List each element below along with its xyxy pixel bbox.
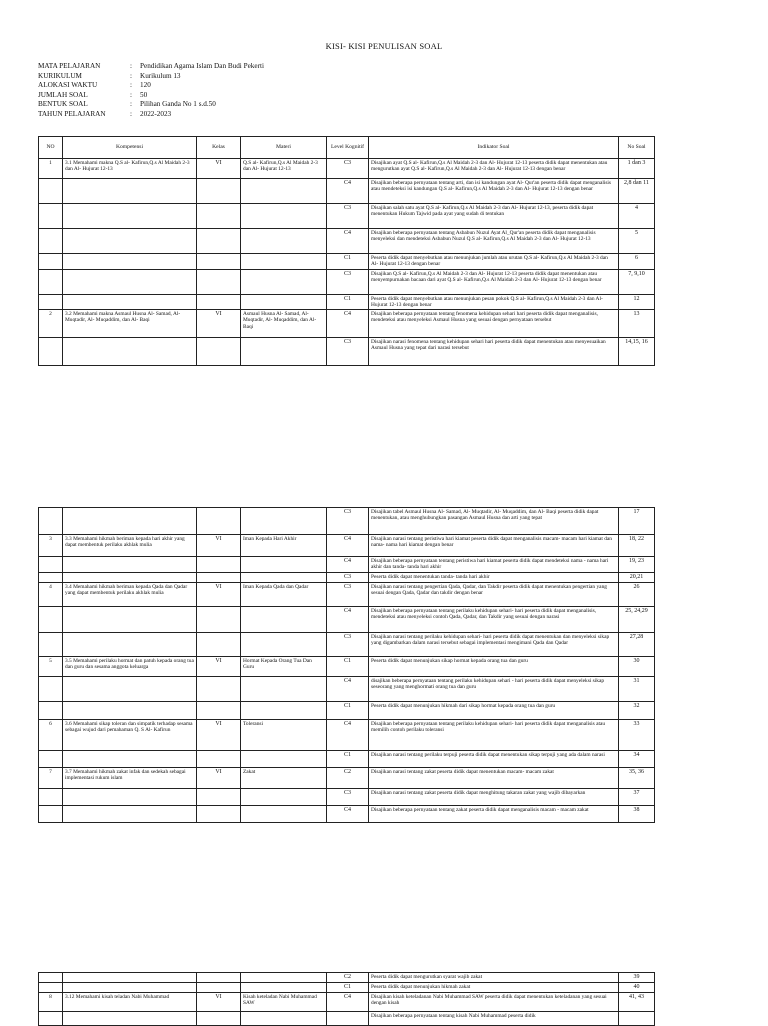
row-materi: Hormat Kepada Orang Tua Dan Guru	[241, 656, 327, 676]
row-indikator: Disajikan narasi tentang zakat peserta didik dapat menghitung takaran zakat yang wajib dibayarkan	[369, 788, 619, 805]
row-kompetensi: 3.7 Memahami hikmah zakat infak dan sedekah sebagai implementasi rukum islam	[63, 767, 197, 788]
row-kompetensi	[63, 294, 197, 310]
row-indikator: Disajikan beberapa pernyataan tentang arti, dan isi kandungan ayat Al- Qur'an peserta didik dapat menganalisis atau mendeteksi isi kandungan Q.S al- Kafirun,Q.s Al Maidah 2-3 dan Al- Hujurat 12-13 dengan benar	[369, 179, 619, 204]
row-materi: Zakat	[241, 767, 327, 788]
table-row	[39, 767, 655, 788]
row-kompetensi	[63, 750, 197, 767]
row-kompetensi: 3.3 Memahami hikmah beriman kepada hari akhir yang dapat membentuk perilaku akhlak mulia	[63, 535, 197, 557]
row-kelas	[197, 179, 241, 204]
row-no-soal: 38	[619, 805, 655, 822]
row-indikator: disajikan beberapa pernyataan tentang perilaku kehidupan sehari - hari peserta didik dapat menyeleksi sikap seseorang yang menghormati orang tua dan guru	[369, 676, 619, 701]
row-kompetensi	[63, 606, 197, 632]
header-no-soal: No Soal	[619, 137, 655, 159]
row-no-soal: 19, 23	[619, 557, 655, 573]
meta-value: 50	[140, 90, 148, 99]
row-no	[39, 606, 63, 632]
row-level: C4	[327, 719, 369, 750]
row-kompetensi	[63, 204, 197, 229]
row-no: 8	[39, 993, 63, 1012]
row-level: C3	[327, 508, 369, 535]
row-kompetensi	[63, 229, 197, 254]
table-row	[39, 750, 655, 767]
row-no	[39, 701, 63, 719]
table-row	[39, 973, 655, 983]
row-level: C4	[327, 179, 369, 204]
row-kelas: VI	[197, 719, 241, 750]
row-indikator: Disajikan narasi tentang peristiwa hari kiamat peserta didik dapat menganalisis macam- macam hari kiamat dan nama- nama hari kiamat dengan benar	[369, 535, 619, 557]
row-materi	[241, 676, 327, 701]
row-no	[39, 338, 63, 366]
kisi-table-1	[38, 136, 655, 366]
row-no: 1	[39, 159, 63, 179]
table-row	[39, 557, 655, 573]
row-no-soal: 35, 36	[619, 767, 655, 788]
header-materi: Materi	[241, 137, 327, 159]
row-indikator: Disajikan narasi tentang perilaku kehidupan sehari- hari peserta didik dapat menentukan dan menyeleksi sikap yang digambarkan dalam narasi tersebut sebagai implementasi mengimani Qada dan Qadar	[369, 632, 619, 656]
row-no	[39, 572, 63, 582]
row-kelas: VI	[197, 310, 241, 338]
row-kelas	[197, 973, 241, 983]
row-materi	[241, 750, 327, 767]
row-no	[39, 788, 63, 805]
row-no-soal: 30	[619, 656, 655, 676]
row-kompetensi: 3.12 Memahami kisah teladan Nabi Muhammad	[63, 993, 197, 1012]
row-kompetensi	[63, 632, 197, 656]
row-indikator: Peserta didik dapat menunjukan sikap hormat kepada orang tua dan guru	[369, 656, 619, 676]
row-indikator: Disajikan beberapa pernyataan tentang zakat peserta didik dapat menganalisis macam - macam zakat	[369, 805, 619, 822]
row-no-soal: 2,8 dan 11	[619, 179, 655, 204]
row-indikator: Disajikan beberapa pernyataan tentang peristiwa hari kiamat peserta didik dapat mendeteksi nama - nama hari akhir dan tanda- tanda hari akhir	[369, 557, 619, 573]
meta-key: TAHUN PELAJARAN	[38, 109, 106, 118]
row-materi	[241, 805, 327, 822]
row-materi	[241, 1012, 327, 1026]
table-row	[39, 254, 655, 270]
row-no-soal: 31	[619, 676, 655, 701]
row-level: C1	[327, 656, 369, 676]
table-row	[39, 983, 655, 993]
row-kelas: VI	[197, 159, 241, 179]
meta-key: BENTUK SOAL	[38, 100, 88, 109]
row-level: C4	[327, 557, 369, 573]
row-indikator: Disajikan ayat Q.S al- Kafirun,Q.s Al Maidah 2-3 dan Al- Hujurat 12-13 peserta didik dapat menentukan atau mengurutkan ayat Q.S al- Kafirun,Q.s Al Maidah 2-3 dan Al- Hujurat 12-13 dengan benar	[369, 159, 619, 179]
meta-key: MATA PELAJARAN	[38, 62, 101, 70]
row-kompetensi	[63, 508, 197, 535]
row-level: C3	[327, 582, 369, 606]
row-kelas	[197, 294, 241, 310]
table-header-row	[39, 137, 655, 159]
row-level: C2	[327, 767, 369, 788]
row-no-soal: 37	[619, 788, 655, 805]
row-level: C2	[327, 973, 369, 983]
table-row	[39, 788, 655, 805]
row-kompetensi	[63, 269, 197, 294]
row-materi	[241, 229, 327, 254]
row-kelas	[197, 229, 241, 254]
meta-row: BENTUK SOAL : Pilihan Ganda No 1 s.d.50	[38, 100, 216, 109]
row-no	[39, 204, 63, 229]
table-row	[39, 204, 655, 229]
row-materi	[241, 557, 327, 573]
row-kelas	[197, 1012, 241, 1026]
row-kelas	[197, 557, 241, 573]
row-indikator: Disajikan kisah keteladanan Nabi Muhammad SAW peserta didik dapat menentukan keteladanan yang sesuai dengan kisah	[369, 993, 619, 1012]
document-title: KISI- KISI PENULISAN SOAL	[325, 41, 443, 51]
row-no-soal: 6	[619, 254, 655, 270]
row-kompetensi: 3.5 Memahami perilaku hormat dan patuh kepada orang tua dan guru dan sesama anggota keluarga	[63, 656, 197, 676]
table-row	[39, 656, 655, 676]
row-indikator: Disajikan narasi fenomena tentang kehidupan sehari hari peserta didik dapat menentukan atau menyesuaikan Asmaul Husna yang tepat dari narasi tersebut	[369, 338, 619, 366]
row-materi	[241, 269, 327, 294]
row-no	[39, 632, 63, 656]
table-row	[39, 701, 655, 719]
row-kelas	[197, 983, 241, 993]
row-no-soal: 7, 9,10	[619, 269, 655, 294]
row-indikator: Disajikan beberapa pernyataan tentang Asbabun Nuzul Ayat Al_Qur'an peserta didik dapat menganalisis menyeleksi dan mendeteksi Asbabun Nuzul Q.S al- Kafirun,Q.s Al Maidah 2-3 dan Al- Hujurat 12-13	[369, 229, 619, 254]
row-kompetensi	[63, 338, 197, 366]
row-kompetensi	[63, 788, 197, 805]
table-row	[39, 993, 655, 1012]
table-row	[39, 1012, 655, 1026]
row-no	[39, 1012, 63, 1026]
row-no: 4	[39, 582, 63, 606]
row-level: C3	[327, 338, 369, 366]
row-no-soal: 34	[619, 750, 655, 767]
row-kompetensi	[63, 1012, 197, 1026]
row-no-soal: 12	[619, 294, 655, 310]
kisi-table-2	[38, 507, 655, 823]
meta-value: 2022-2023	[140, 109, 172, 118]
row-kelas	[197, 254, 241, 270]
row-no	[39, 805, 63, 822]
row-no	[39, 676, 63, 701]
row-no-soal: 13	[619, 310, 655, 338]
row-kelas	[197, 269, 241, 294]
row-kompetensi	[63, 179, 197, 204]
row-level	[327, 1012, 369, 1026]
table-row	[39, 310, 655, 338]
row-no-soal: 41, 43	[619, 993, 655, 1012]
row-no-soal: 27,28	[619, 632, 655, 656]
row-kompetensi	[63, 701, 197, 719]
row-kelas	[197, 701, 241, 719]
table-row	[39, 179, 655, 204]
row-level: C3	[327, 269, 369, 294]
meta-key: ALOKASI WAKTU	[38, 81, 98, 90]
row-level: C4	[327, 805, 369, 822]
row-kelas	[197, 676, 241, 701]
row-no-soal: 18, 22	[619, 535, 655, 557]
row-indikator: Peserta didik dapat menyebutkan atau menunjukan jumlah atau urutan Q.S al- Kafirun,Q.s Al Maidah 2-3 dan Al- Hujurat 12-13 dengan benar	[369, 254, 619, 270]
row-kompetensi	[63, 805, 197, 822]
meta-row: TAHUN PELAJARAN : 2022-2023	[38, 109, 172, 118]
row-indikator: Disajikan tabel Asmaul Husna Al- Samad, Al- Muqtadir, Al- Muqaddim, dan Al- Baqi peserta didik dapat menentukan, atau menghubungkan pasangan Asmaul Husna dan arti yang tepat	[369, 508, 619, 535]
row-no: 6	[39, 719, 63, 750]
row-kelas	[197, 750, 241, 767]
meta-value: Pendidikan Agama Islam Dan Budi Pekerti	[140, 62, 264, 70]
table-row	[39, 535, 655, 557]
row-no-soal: 32	[619, 701, 655, 719]
row-indikator: Disajikan beberapa pernyataan tentang perilaku kehidupan sehari- hari peserta didik dapat menganalisis, mendeteksi atau menyeleksi contoh Qada, Qadar, dan Takdir yang sesuai dengan narasi	[369, 606, 619, 632]
header-indikator: Indikator Soal	[369, 137, 619, 159]
row-indikator: Disajikan Q.S al- Kafirun,Q.s Al Maidah 2-3 dan Al- Hujurat 12-13 peserta didik dapat menentukan atau menyempurnakan bacaan dari ayat Q.S al- Kafirun,Q.s Al Maidah 2-3 dan Al- Hujurat 12-13 dengan benar	[369, 269, 619, 294]
table-row	[39, 719, 655, 750]
header-level: Level Kognitif	[327, 137, 369, 159]
row-materi: Asmaul Husna Al- Samad, Al- Muqtadir, Al- Muqaddim, dan Al- Baqi	[241, 310, 327, 338]
meta-key: JUMLAH SOAL	[38, 90, 88, 99]
row-no: 7	[39, 767, 63, 788]
row-level: C3	[327, 788, 369, 805]
row-level: C3	[327, 204, 369, 229]
row-no: 2	[39, 310, 63, 338]
row-no-soal: 20,21	[619, 572, 655, 582]
table-row	[39, 676, 655, 701]
row-indikator: Disajikan narasi tentang pengertian Qada, Qadar, dan Takdir peserta didik dapat menentukan pengertian yang sesuai dengan Qada, Qadar dan takdir dengan benar	[369, 582, 619, 606]
row-kelas	[197, 606, 241, 632]
row-level: C1	[327, 294, 369, 310]
row-level: C4	[327, 229, 369, 254]
row-materi	[241, 204, 327, 229]
row-no: 5	[39, 656, 63, 676]
row-no-soal: 39	[619, 973, 655, 983]
table-row	[39, 229, 655, 254]
row-no-soal: 1 dan 3	[619, 159, 655, 179]
row-level: C1	[327, 701, 369, 719]
row-kelas: VI	[197, 656, 241, 676]
row-kelas	[197, 204, 241, 229]
row-kompetensi	[63, 676, 197, 701]
meta-value: Pilihan Ganda No 1 s.d.50	[140, 100, 216, 109]
row-materi	[241, 788, 327, 805]
row-kelas	[197, 788, 241, 805]
row-no	[39, 254, 63, 270]
table-row	[39, 269, 655, 294]
row-no	[39, 269, 63, 294]
row-indikator: Peserta didik dapat menunjukan hikmah zakat	[369, 983, 619, 993]
meta-value: Kurikulum 13	[140, 71, 181, 80]
row-no	[39, 983, 63, 993]
row-materi	[241, 632, 327, 656]
row-indikator: Disajikan narasi tentang zakat peserta didik dapat menentukan macam- macam zakat	[369, 767, 619, 788]
row-materi	[241, 973, 327, 983]
row-indikator: Peserta didik dapat mengurutkan syarat wajib zakat	[369, 973, 619, 983]
row-kompetensi: 3.1 Memahami makna Q.S al- Kafirun,Q.s Al Maidah 2-3 dan Al- Hujurat 12-13	[63, 159, 197, 179]
row-no-soal: 5	[619, 229, 655, 254]
meta-key: KURIKULUM	[38, 71, 82, 80]
kisi-table-3	[38, 972, 655, 1026]
row-no-soal: 26	[619, 582, 655, 606]
row-kompetensi: 3.4 Memahami hikmah beriman kepada Qada dan Qadar yang dapat membentuk perilaku akhlak mulia	[63, 582, 197, 606]
row-indikator: Disajikan beberapa pernyataan tentang fenomena kehidupan sehari hari peserta didik dapat menganalisis, mendeteksi atau menyeleksi Asmaul Husna yang sesuai dengan pernyataan tersebut	[369, 310, 619, 338]
meta-value: 120	[140, 81, 151, 90]
row-no	[39, 508, 63, 535]
row-level: C1	[327, 983, 369, 993]
row-indikator: Disajikan beberapa pernyataan tentang perilaku kehidupan sehari- hari peserta didik dapat menganalisis atau memilih contoh perilaku toleransi	[369, 719, 619, 750]
row-materi: Iman Kepada Qada dan Qadar	[241, 582, 327, 606]
meta-row: KURIKULUM : Kurikulum 13	[38, 71, 181, 80]
row-kelas: VI	[197, 582, 241, 606]
table-row	[39, 805, 655, 822]
table-row	[39, 606, 655, 632]
row-level: C1	[327, 750, 369, 767]
table-row	[39, 294, 655, 310]
row-materi: Toleransi	[241, 719, 327, 750]
row-level: C4	[327, 676, 369, 701]
header-kompetensi: Kompetensi	[63, 137, 197, 159]
row-kompetensi	[63, 973, 197, 983]
row-kelas	[197, 508, 241, 535]
row-kompetensi: 3.6 Memahami sikap toleran dan simpatik terhadap sesama sebagai wujud dari pemahaman Q. S Al- Kafirun	[63, 719, 197, 750]
table-row	[39, 572, 655, 582]
row-indikator: Disajikan salah satu ayat Q.S al- Kafirun,Q.s Al Maidah 2-3 dan Al- Hujurat 12-13, peserta didik dapat menentukan Hukum Tajwid pada ayat yang sudah di tentukan	[369, 204, 619, 229]
meta-block	[38, 62, 264, 120]
row-materi	[241, 572, 327, 582]
header-kelas: Kelas	[197, 137, 241, 159]
row-level: C1	[327, 254, 369, 270]
row-kelas	[197, 632, 241, 656]
row-indikator: Peserta didik dapat menyebutkan atau menunjukan pesan pokok Q.S al- Kafirun,Q.s Al Maidah 2-3 dan Al- Hujurat 12-13 dengan benar	[369, 294, 619, 310]
row-materi	[241, 606, 327, 632]
row-materi	[241, 338, 327, 366]
row-materi: Kisah keteladan Nabi Muhammad SAW	[241, 993, 327, 1012]
table-row	[39, 338, 655, 366]
row-level: C4	[327, 310, 369, 338]
meta-row: MATA PELAJARAN : Pendidikan Agama Islam Dan Budi Pekerti	[38, 62, 264, 70]
row-no-soal: 25, 24,29	[619, 606, 655, 632]
row-kelas: VI	[197, 993, 241, 1012]
meta-row: ALOKASI WAKTU : 120	[38, 81, 151, 90]
row-level: C4	[327, 993, 369, 1012]
row-kompetensi	[63, 983, 197, 993]
row-no	[39, 229, 63, 254]
row-kelas: VI	[197, 767, 241, 788]
row-level: C3	[327, 159, 369, 179]
row-materi: Iman Kepada Hari Akhir	[241, 535, 327, 557]
row-indikator: Disajikan beberapa pernyataan tentang kisah Nabi Muhammad peserta didik	[369, 1012, 619, 1026]
table-row	[39, 632, 655, 656]
row-kelas	[197, 572, 241, 582]
row-no-soal: 40	[619, 983, 655, 993]
table-row	[39, 508, 655, 535]
row-level: C3	[327, 632, 369, 656]
row-no-soal: 4	[619, 204, 655, 229]
row-kelas	[197, 805, 241, 822]
row-indikator: Peserta didik dapat menentukan tanda- tanda hari akhir	[369, 572, 619, 582]
row-indikator: Disajikan narasi tentang perilaku terpuji peserta didik dapat menentukan sikap terpuji yang ada dalam narasi	[369, 750, 619, 767]
row-kompetensi: 3.2 Memahami makna Asmaul Husna Al- Samad, Al- Muqtadir, Al- Muqaddim, dan Al- Baqi	[63, 310, 197, 338]
row-no-soal: 33	[619, 719, 655, 750]
row-materi	[241, 508, 327, 535]
row-no: 3	[39, 535, 63, 557]
row-no-soal: 17	[619, 508, 655, 535]
row-no	[39, 750, 63, 767]
row-materi: Q.S al- Kafirun,Q.s Al Maidah 2-3 dan Al- Hujurat 12-13	[241, 159, 327, 179]
row-level: C4	[327, 535, 369, 557]
row-no	[39, 179, 63, 204]
row-kelas: VI	[197, 535, 241, 557]
row-materi	[241, 701, 327, 719]
row-kompetensi	[63, 254, 197, 270]
row-kelas	[197, 338, 241, 366]
row-indikator: Peserta didik dapat menunjukan hikmah dari sikap hormat kepada orang tua dan guru	[369, 701, 619, 719]
row-no-soal: 14,15, 16	[619, 338, 655, 366]
row-level: C4	[327, 606, 369, 632]
meta-row: JUMLAH SOAL : 50	[38, 90, 148, 99]
table-row	[39, 159, 655, 179]
row-materi	[241, 179, 327, 204]
header-no: NO	[39, 137, 63, 159]
row-no-soal	[619, 1012, 655, 1026]
row-level: C3	[327, 572, 369, 582]
row-no	[39, 294, 63, 310]
table-row	[39, 582, 655, 606]
row-no	[39, 973, 63, 983]
row-materi	[241, 983, 327, 993]
row-materi	[241, 294, 327, 310]
row-kompetensi	[63, 557, 197, 573]
row-materi	[241, 254, 327, 270]
row-kompetensi	[63, 572, 197, 582]
row-no	[39, 557, 63, 573]
